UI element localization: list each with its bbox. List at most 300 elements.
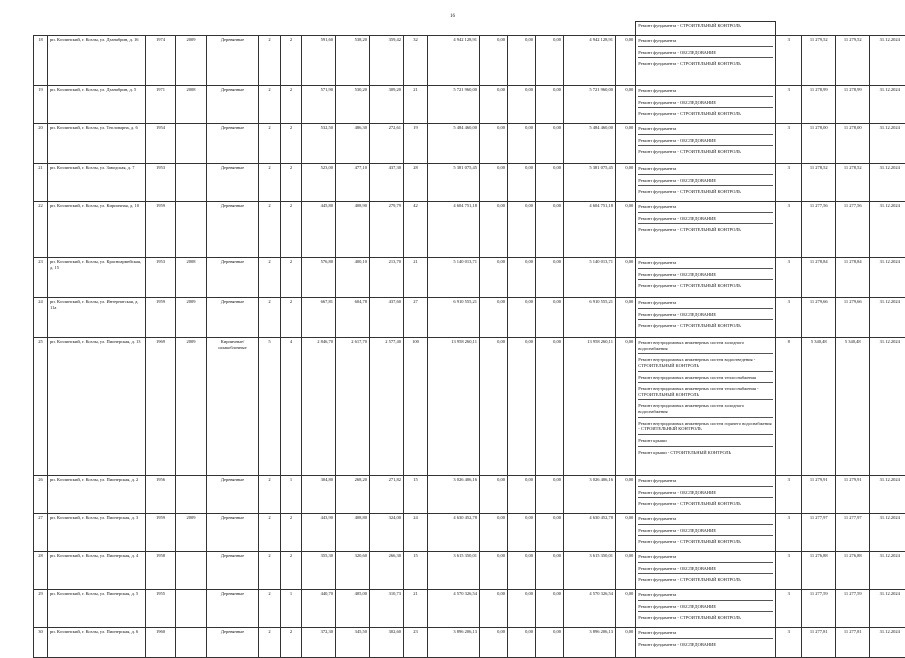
year-commission-cell: 2009: [176, 298, 207, 338]
work-count-cell: 3: [776, 590, 802, 628]
municipal-funds-cell: 0,00: [536, 258, 564, 298]
capital-repair-register-table: [33, 21, 905, 658]
premises-area-cell: 271,82: [370, 476, 404, 514]
other-funds-cell: 0,00: [616, 86, 636, 124]
address-cell: рп. Козлинский, г. Козлы, ул. Пионерская, д. 3: [48, 514, 146, 552]
other-funds-cell: 0,00: [616, 628, 636, 658]
works-list-cell: [636, 338, 776, 476]
deadline-cell: 31.12.2024: [870, 552, 905, 590]
total-area-cell: 667,81: [302, 298, 336, 338]
row-number: 29: [34, 590, 48, 628]
works-list-cell: [636, 590, 776, 628]
federal-funds-cell: 0,00: [480, 298, 508, 338]
unit-cost-cell: 11 278,99: [802, 86, 836, 124]
owner-funds-cell: 3 026 406,16: [564, 476, 616, 514]
year-built-cell: 1956: [146, 476, 176, 514]
year-commission-cell: [176, 552, 207, 590]
max-unit-cost-cell: 11 277,81: [836, 628, 870, 658]
work-item: Ремонт фундамента: [638, 203, 773, 213]
work-item: Ремонт фундамента: [638, 629, 773, 639]
total-cost-cell: 4 630 452,78: [428, 514, 480, 552]
municipal-funds-cell: 0,00: [536, 164, 564, 202]
premises-area-cell: 266,30: [370, 552, 404, 590]
work-item: Ремонт фундамента - СТРОИТЕЛЬНЫЙ КОНТРОЛЬ: [638, 110, 773, 119]
unit-cost-cell: 11 277,81: [802, 628, 836, 658]
other-funds-cell: 0,00: [616, 298, 636, 338]
work-item: Ремонт фундамента - СТРОИТЕЛЬНЫЙ КОНТРОЛЬ: [638, 538, 773, 547]
work-item: Ремонт фундамента - СТРОИТЕЛЬНЫЙ КОНТРОЛЬ: [638, 60, 773, 69]
max-unit-cost-cell: 11 277,56: [836, 202, 870, 258]
work-item: Ремонт фундамента - ОБСЛЕДОВАНИЕ: [638, 527, 773, 537]
total-area-cell: 571,90: [302, 86, 336, 124]
premises-area-cell: 213,70: [370, 258, 404, 298]
premises-area-cell: 279,79: [370, 202, 404, 258]
wall-material-cell: Деревянные: [207, 86, 259, 124]
premises-area-cell: 2 577,40: [370, 338, 404, 476]
deadline-cell: 31.12.2024: [870, 258, 905, 298]
unit-cost-cell: 11 276,88: [802, 552, 836, 590]
work-item: Ремонт фундамента - СТРОИТЕЛЬНЫЙ КОНТРОЛЬ: [638, 282, 773, 291]
wall-material-cell: Деревянные: [207, 476, 259, 514]
unit-cost-cell: 11 277,59: [802, 590, 836, 628]
deadline-cell: 31.12.2024: [870, 476, 905, 514]
work-item: Ремонт фундамента - СТРОИТЕЛЬНЫЙ КОНТРОЛЬ: [638, 148, 773, 157]
work-item: Ремонт фундамента - ОБСЛЕДОВАНИЕ: [638, 565, 773, 575]
work-item: Ремонт фундамента - СТРОИТЕЛЬНЫЙ КОНТРОЛЬ: [638, 188, 773, 197]
total-cost-cell: 3 896 206,13: [428, 628, 480, 658]
max-unit-cost-cell: 5 340,48: [836, 338, 870, 476]
row-number: 20: [34, 124, 48, 164]
table-row: [34, 202, 905, 258]
entrances-cell: 2: [281, 552, 302, 590]
max-unit-cost-cell: 11 279,91: [836, 476, 870, 514]
address-cell: рп. Козлинский, г. Козлы, ул. Интернатская, д. 11а: [48, 298, 146, 338]
municipal-funds-cell: 0,00: [536, 36, 564, 86]
entrances-cell: 2: [281, 86, 302, 124]
year-built-cell: 1953: [146, 164, 176, 202]
total-area-cell: 591,60: [302, 36, 336, 86]
premises-area-cell: 309,20: [370, 86, 404, 124]
work-item: Ремонт фундамента - СТРОИТЕЛЬНЫЙ КОНТРОЛЬ: [638, 500, 773, 509]
premises-area-cell: 302,60: [370, 628, 404, 658]
year-built-cell: 1953: [146, 258, 176, 298]
federal-funds-cell: 0,00: [480, 590, 508, 628]
municipal-funds-cell: 0,00: [536, 552, 564, 590]
owner-funds-cell: 5 381 075,45: [564, 164, 616, 202]
total-area-cell: 532,50: [302, 124, 336, 164]
residents-cell: 100: [404, 338, 428, 476]
wall-material-cell: Деревянные: [207, 628, 259, 658]
entrances-cell: 4: [281, 338, 302, 476]
work-count-cell: 3: [776, 552, 802, 590]
total-area-cell: 445,80: [302, 202, 336, 258]
work-item: Ремонт фундамента - ОБСЛЕДОВАНИЕ: [638, 99, 773, 109]
federal-funds-cell: 0,00: [480, 124, 508, 164]
premises-area-cell: 437,60: [370, 298, 404, 338]
wall-material-cell: Деревянные: [207, 36, 259, 86]
work-item: Ремонт фундамента - СТРОИТЕЛЬНЫЙ КОНТРОЛЬ: [638, 614, 773, 623]
federal-funds-cell: 0,00: [480, 164, 508, 202]
unit-cost-cell: 11 278,52: [802, 164, 836, 202]
table-row: [34, 164, 905, 202]
regional-funds-cell: 0,00: [508, 202, 536, 258]
unit-cost-cell: 11 279,66: [802, 298, 836, 338]
entrances-cell: 2: [281, 164, 302, 202]
floors-cell: 2: [259, 590, 281, 628]
work-item: Ремонт фундамента - ОБСЛЕДОВАНИЕ: [638, 603, 773, 613]
work-item: Ремонт крыши - СТРОИТЕЛЬНЫЙ КОНТРОЛЬ: [638, 449, 773, 458]
municipal-funds-cell: 0,00: [536, 590, 564, 628]
work-item: Ремонт фундамента - ОБСЛЕДОВАНИЕ: [638, 49, 773, 59]
work-item: Ремонт фундамента - ОБСЛЕДОВАНИЕ: [638, 311, 773, 321]
total-area-cell: 2 846,70: [302, 338, 336, 476]
works-list-cell: [636, 258, 776, 298]
address-cell: рп. Козлинский, г. Козлы, ул. Дзанабрин, д. 5: [48, 86, 146, 124]
table-row: [34, 628, 905, 658]
work-item: Ремонт фундамента: [638, 477, 773, 487]
deadline-cell: 31.12.2024: [870, 124, 905, 164]
entrances-cell: 2: [281, 202, 302, 258]
row-number: 18: [34, 36, 48, 86]
total-cost-cell: 4 570 326,54: [428, 590, 480, 628]
year-built-cell: 1959: [146, 202, 176, 258]
entrances-cell: 1: [281, 590, 302, 628]
living-area-cell: 477,10: [336, 164, 370, 202]
table-row: [34, 514, 905, 552]
work-count-cell: 3: [776, 86, 802, 124]
living-area-cell: 604,78: [336, 298, 370, 338]
residents-cell: 42: [404, 202, 428, 258]
premises-area-cell: 310,73: [370, 590, 404, 628]
max-unit-cost-cell: 11 278,52: [836, 164, 870, 202]
regional-funds-cell: 0,00: [508, 298, 536, 338]
residents-cell: 23: [404, 628, 428, 658]
wall-material-cell: Деревянные: [207, 258, 259, 298]
entrances-cell: 2: [281, 36, 302, 86]
wall-material-cell: Деревянные: [207, 202, 259, 258]
table-row: [34, 36, 905, 86]
year-commission-cell: [176, 628, 207, 658]
deadline-cell: 31.12.2024: [870, 590, 905, 628]
regional-funds-cell: 0,00: [508, 338, 536, 476]
table-row: [34, 124, 905, 164]
floors-cell: 2: [259, 86, 281, 124]
entrances-cell: 2: [281, 514, 302, 552]
unit-cost-cell: 5 340,48: [802, 338, 836, 476]
federal-funds-cell: 0,00: [480, 628, 508, 658]
table-row: [34, 476, 905, 514]
works-list-cell: [636, 476, 776, 514]
municipal-funds-cell: 0,00: [536, 338, 564, 476]
living-area-cell: 538,20: [336, 36, 370, 86]
year-built-cell: 1958: [146, 552, 176, 590]
address-cell: рп. Козлинский, г. Козлы, ул. Пионерская, д. 5: [48, 590, 146, 628]
wall-material-cell: Деревянные: [207, 590, 259, 628]
municipal-funds-cell: 0,00: [536, 476, 564, 514]
work-count-cell: 3: [776, 514, 802, 552]
year-built-cell: 1969: [146, 338, 176, 476]
work-item: Ремонт фундамента: [638, 299, 773, 309]
floors-cell: 2: [259, 552, 281, 590]
total-cost-cell: 5 484 460,00: [428, 124, 480, 164]
entrances-cell: 2: [281, 628, 302, 658]
deadline-cell: 31.12.2024: [870, 36, 905, 86]
page-number: 16: [0, 14, 905, 19]
address-cell: рп. Козлинский, г. Козлы, ул. Пионерская, д. 6: [48, 628, 146, 658]
total-area-cell: 355,30: [302, 552, 336, 590]
other-funds-cell: 0,00: [616, 164, 636, 202]
table-row: [34, 338, 905, 476]
floors-cell: 2: [259, 298, 281, 338]
wall-material-cell: Деревянные: [207, 124, 259, 164]
work-item: Ремонт фундамента: [638, 591, 773, 601]
works-list-cell: [636, 202, 776, 258]
owner-funds-cell: 5 721 960,00: [564, 86, 616, 124]
total-cost-cell: 5 381 075,45: [428, 164, 480, 202]
work-item: Ремонт фундамента - ОБСЛЕДОВАНИЕ: [638, 271, 773, 281]
work-item: Ремонт внутридомовых инженерных систем холодного водоснабжения: [638, 402, 773, 417]
year-built-cell: 1959: [146, 298, 176, 338]
residents-cell: 15: [404, 552, 428, 590]
works-list-cell: [636, 514, 776, 552]
total-cost-cell: 3 026 406,16: [428, 476, 480, 514]
work-count-cell: 3: [776, 476, 802, 514]
unit-cost-cell: 11 279,52: [802, 36, 836, 86]
year-commission-cell: [176, 590, 207, 628]
work-count-cell: 8: [776, 338, 802, 476]
wall-material-cell: Кирпичные/шлакоблочные: [207, 338, 259, 476]
federal-funds-cell: 0,00: [480, 258, 508, 298]
total-area-cell: 440,70: [302, 590, 336, 628]
works-list-cell: [636, 164, 776, 202]
row-number: 30: [34, 628, 48, 658]
premises-area-cell: 359,42: [370, 36, 404, 86]
year-built-cell: 1971: [146, 86, 176, 124]
owner-funds-cell: 13 958 260,11: [564, 338, 616, 476]
residents-cell: 32: [404, 36, 428, 86]
register-rows: [34, 22, 905, 658]
owner-funds-cell: 6 910 555,21: [564, 298, 616, 338]
regional-funds-cell: 0,00: [508, 36, 536, 86]
floors-cell: 2: [259, 124, 281, 164]
owner-funds-cell: 3 896 206,13: [564, 628, 616, 658]
max-unit-cost-cell: 11 278,99: [836, 86, 870, 124]
total-area-cell: 523,00: [302, 164, 336, 202]
row-number: 22: [34, 202, 48, 258]
row-number: 23: [34, 258, 48, 298]
unit-cost-cell: 11 278,00: [802, 124, 836, 164]
residents-cell: 28: [404, 164, 428, 202]
year-commission-cell: 2008: [176, 258, 207, 298]
address-cell: рп. Козлинский, г. Козлы, ул. Пионерская, д. 4: [48, 552, 146, 590]
row-number: 19: [34, 86, 48, 124]
municipal-funds-cell: 0,00: [536, 124, 564, 164]
work-item: Ремонт фундамента - СТРОИТЕЛЬНЫЙ КОНТРОЛЬ: [638, 322, 773, 331]
total-cost-cell: 6 910 555,21: [428, 298, 480, 338]
floors-cell: 2: [259, 514, 281, 552]
federal-funds-cell: 0,00: [480, 476, 508, 514]
entrances-cell: 2: [281, 124, 302, 164]
living-area-cell: 320,60: [336, 552, 370, 590]
max-unit-cost-cell: 11 278,84: [836, 258, 870, 298]
regional-funds-cell: 0,00: [508, 476, 536, 514]
owner-funds-cell: 4 942 128,91: [564, 36, 616, 86]
work-count-cell: 3: [776, 628, 802, 658]
owner-funds-cell: 4 630 452,78: [564, 514, 616, 552]
work-item: Ремонт фундамента - СТРОИТЕЛЬНЫЙ КОНТРОЛЬ: [638, 226, 773, 235]
owner-funds-cell: 4 604 751,18: [564, 202, 616, 258]
total-area-cell: 372,30: [302, 628, 336, 658]
year-commission-cell: 2009: [176, 36, 207, 86]
premises-area-cell: 437,30: [370, 164, 404, 202]
federal-funds-cell: 0,00: [480, 338, 508, 476]
regional-funds-cell: 0,00: [508, 164, 536, 202]
total-cost-cell: 5 140 013,71: [428, 258, 480, 298]
total-area-cell: 443,90: [302, 514, 336, 552]
year-built-cell: 1959: [146, 514, 176, 552]
work-count-cell: 3: [776, 258, 802, 298]
continuation-row: [34, 22, 905, 36]
year-built-cell: 1955: [146, 590, 176, 628]
total-cost-cell: 4 604 751,18: [428, 202, 480, 258]
work-item: Ремонт внутридомовых инженерных систем теплоснабжения - СТРОИТЕЛЬНЫЙ КОНТРОЛЬ: [638, 385, 773, 400]
work-item: Ремонт фундамента: [638, 553, 773, 563]
premises-area-cell: 272,61: [370, 124, 404, 164]
living-area-cell: 408,80: [336, 514, 370, 552]
works-list-cell: [636, 628, 776, 658]
entrances-cell: 1: [281, 476, 302, 514]
municipal-funds-cell: 0,00: [536, 514, 564, 552]
residents-cell: 19: [404, 124, 428, 164]
total-area-cell: 304,80: [302, 476, 336, 514]
address-cell: рп. Козлинский, г. Козлы, ул. Кирпичная, д. 10: [48, 202, 146, 258]
other-funds-cell: 0,00: [616, 590, 636, 628]
table-row: [34, 258, 905, 298]
work-item: Ремонт фундамента: [638, 87, 773, 97]
unit-cost-cell: 11 279,91: [802, 476, 836, 514]
year-commission-cell: [176, 124, 207, 164]
work-item: Ремонт фундамента: [638, 37, 773, 47]
row-number: 21: [34, 164, 48, 202]
owner-funds-cell: 4 570 326,54: [564, 590, 616, 628]
regional-funds-cell: 0,00: [508, 124, 536, 164]
living-area-cell: 2 617,70: [336, 338, 370, 476]
living-area-cell: 486,30: [336, 124, 370, 164]
row-number: 28: [34, 552, 48, 590]
living-area-cell: 405,00: [336, 590, 370, 628]
deadline-cell: 31.12.2024: [870, 298, 905, 338]
municipal-funds-cell: 0,00: [536, 202, 564, 258]
deadline-cell: 31.12.2024: [870, 164, 905, 202]
work-item: Ремонт фундамента - СТРОИТЕЛЬНЫЙ КОНТРОЛЬ: [636, 22, 776, 36]
max-unit-cost-cell: 11 277,59: [836, 590, 870, 628]
owner-funds-cell: 5 484 460,00: [564, 124, 616, 164]
work-item: Ремонт внутридомовых инженерных систем холодного водоснабжения: [638, 339, 773, 354]
work-item: Ремонт внутридомовых инженерных систем водоотведения - СТРОИТЕЛЬНЫЙ КОНТРОЛЬ: [638, 356, 773, 371]
living-area-cell: 530,20: [336, 86, 370, 124]
year-commission-cell: [176, 202, 207, 258]
owner-funds-cell: 5 140 013,71: [564, 258, 616, 298]
year-built-cell: 1974: [146, 36, 176, 86]
deadline-cell: 31.12.2024: [870, 338, 905, 476]
work-count-cell: 3: [776, 36, 802, 86]
federal-funds-cell: 0,00: [480, 202, 508, 258]
year-built-cell: 1960: [146, 628, 176, 658]
work-item: Ремонт внутридомовых инженерных систем теплоснабжения: [638, 374, 773, 384]
regional-funds-cell: 0,00: [508, 590, 536, 628]
row-number: 25: [34, 338, 48, 476]
work-item: Ремонт фундамента: [638, 165, 773, 175]
entrances-cell: 2: [281, 258, 302, 298]
work-item: Ремонт фундамента: [638, 259, 773, 269]
total-cost-cell: 5 721 960,00: [428, 86, 480, 124]
work-item: Ремонт фундамента - ОБСЛЕДОВАНИЕ: [638, 137, 773, 147]
year-commission-cell: 2009: [176, 514, 207, 552]
year-built-cell: 1954: [146, 124, 176, 164]
federal-funds-cell: 0,00: [480, 36, 508, 86]
residents-cell: 27: [404, 298, 428, 338]
row-number: 27: [34, 514, 48, 552]
year-commission-cell: [176, 164, 207, 202]
total-cost-cell: 13 958 260,11: [428, 338, 480, 476]
work-count-cell: 3: [776, 164, 802, 202]
regional-funds-cell: 0,00: [508, 514, 536, 552]
year-commission-cell: 2009: [176, 338, 207, 476]
deadline-cell: 31.12.2024: [870, 202, 905, 258]
wall-material-cell: Деревянные: [207, 552, 259, 590]
living-area-cell: 268,20: [336, 476, 370, 514]
unit-cost-cell: 11 277,97: [802, 514, 836, 552]
year-commission-cell: [176, 476, 207, 514]
wall-material-cell: Деревянные: [207, 298, 259, 338]
floors-cell: 2: [259, 476, 281, 514]
table-row: [34, 86, 905, 124]
total-area-cell: 576,80: [302, 258, 336, 298]
works-list-cell: [636, 298, 776, 338]
other-funds-cell: 0,00: [616, 514, 636, 552]
address-cell: рп. Козлинский, г. Козлы, ул. Заводская, д. 7: [48, 164, 146, 202]
work-count-cell: 3: [776, 202, 802, 258]
work-item: Ремонт фундамента - ОБСЛЕДОВАНИЕ: [638, 177, 773, 187]
work-count-cell: 3: [776, 298, 802, 338]
floors-cell: 2: [259, 164, 281, 202]
total-cost-cell: 3 615 350,01: [428, 552, 480, 590]
living-area-cell: 345,50: [336, 628, 370, 658]
residents-cell: 24: [404, 514, 428, 552]
max-unit-cost-cell: 11 277,97: [836, 514, 870, 552]
works-list-cell: [636, 36, 776, 86]
residents-cell: 21: [404, 86, 428, 124]
regional-funds-cell: 0,00: [508, 86, 536, 124]
floors-cell: 2: [259, 258, 281, 298]
residents-cell: 15: [404, 476, 428, 514]
municipal-funds-cell: 0,00: [536, 86, 564, 124]
total-cost-cell: 4 942 128,91: [428, 36, 480, 86]
floors-cell: 2: [259, 628, 281, 658]
living-area-cell: 408,90: [336, 202, 370, 258]
address-cell: рп. Козлинский, г. Козлы, ул. Красноармейская, д. 15: [48, 258, 146, 298]
year-commission-cell: 2008: [176, 86, 207, 124]
floors-cell: 2: [259, 202, 281, 258]
address-cell: рп. Козлинский, г. Козлы, ул. Пионерская, д. 13: [48, 338, 146, 476]
address-cell: рп. Козлинский, г. Козлы, ул. Тепловарна, д. 6: [48, 124, 146, 164]
floors-cell: 5: [259, 338, 281, 476]
works-list-cell: [636, 124, 776, 164]
address-cell: рп. Козлинский, г. Козлы, ул. Пионерская, д. 2: [48, 476, 146, 514]
municipal-funds-cell: 0,00: [536, 298, 564, 338]
work-item: Ремонт фундамента - ОБСЛЕДОВАНИЕ: [638, 641, 773, 650]
table-row: [34, 298, 905, 338]
